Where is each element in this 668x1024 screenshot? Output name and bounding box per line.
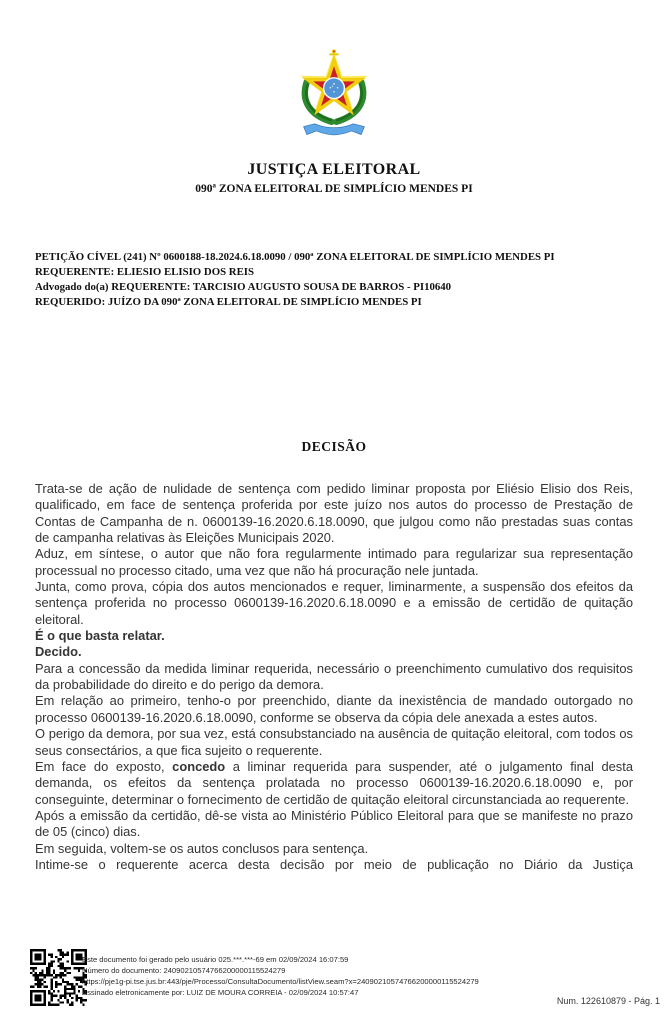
page-number: Num. 122610879 - Pág. 1 <box>556 996 660 1006</box>
footer-info <box>82 954 479 998</box>
decision-paragraph: Em face do exposto, concedo a liminar requerida para suspender, até o julgamento final desta demanda, os efeitos da sentença prolatada no processo 0600139-16.2020.6.18.0090 e, por conseguinte, determinar o fornecimento de certidão de quitação eleitoral circunstanciada ao requerente. <box>35 758 633 807</box>
org-title: JUSTIÇA ELEITORAL <box>247 161 421 178</box>
case-info-line: REQUERENTE: ELIESIO ELISIO DOS REIS <box>35 265 255 278</box>
decision-paragraph: Intime-se o requerente acerca desta decisão por meio de publicação no Diário da Justiça <box>35 856 633 872</box>
footer-line: Número do documento: 24090210574766200000115524279 <box>82 966 286 975</box>
footer-line: https://pje1g-pi.tse.jus.br:443/pje/Processo/ConsultaDocumento/listView.seam?x=24090210574766200000115524279 <box>82 977 479 986</box>
decision-body <box>35 481 633 873</box>
decision-paragraph: Para a concessão da medida liminar requerida, necessário o preenchimento cumulativo dos requisitos da probabilidade do direito e do perigo da demora. <box>35 660 633 693</box>
case-info <box>35 250 633 310</box>
decision-paragraph: Decido. <box>35 644 82 660</box>
decision-paragraph: Trata-se de ação de nulidade de sentença com pedido liminar proposta por Eliésio Elisio dos Reis, qualificado, em face de sentença proferida por este juízo nos autos do processo de Prestação de Contas de Campanha de n. 0600139-16.2020.6.18.0090, que julgou como não prestadas suas contas de campanha relativas às Eleições Municipais 2020. <box>35 481 633 546</box>
org-subtitle: 090ª ZONA ELEITORAL DE SIMPLÍCIO MENDES PI <box>195 183 473 195</box>
decision-heading: DECISÃO <box>301 439 367 454</box>
brazil-coat-of-arms-icon <box>294 48 374 138</box>
case-info-line: REQUERIDO: JUÍZO DA 090ª ZONA ELEITORAL DE SIMPLÍCIO MENDES PI <box>35 295 422 308</box>
decision-paragraph: Em seguida, voltem-se os autos conclusos para sentença. <box>35 840 369 856</box>
decision-paragraph: O perigo da demora, por sua vez, está consubstanciado na ausência de quitação eleitoral, com todos os seus consectários, a que fica sujeito o requerente. <box>35 726 633 758</box>
decision-paragraph: É o que basta relatar. <box>35 628 165 644</box>
decision-paragraph: Após a emissão da certidão, dê-se vista ao Ministério Público Eleitoral para que se manifeste no prazo de 05 (cinco) dias. <box>35 807 633 840</box>
qr-code <box>30 949 87 1006</box>
case-info-line: Advogado do(a) REQUERENTE: TARCISIO AUGUSTO SOUSA DE BARROS - PI10640 <box>35 280 452 293</box>
decision-paragraph: Junta, como prova, cópia dos autos mencionados e requer, liminarmente, a suspensão dos efeitos da sentença proferida no processo 0600139-16.2020.6.18.0090 e a emissão de certidão de quitação eleitoral. <box>35 579 633 627</box>
decision-paragraph: Aduz, em síntese, o autor que não fora regularmente intimado para regularizar sua representação processual no processo citado, uma vez que não há procuração nele juntada. <box>35 546 633 578</box>
coat-of-arms-graphic <box>294 48 374 138</box>
footer-line: Assinado eletronicamente por: LUIZ DE MOURA CORREIA - 02/09/2024 10:57:47 <box>82 988 359 997</box>
case-info-line: PETIÇÃO CÍVEL (241) Nº 0600188-18.2024.6.18.0090 / 090ª ZONA ELEITORAL DE SIMPLÍCIO MENDES PI <box>35 251 555 263</box>
footer-line: Este documento foi gerado pelo usuário 025.***.***-69 em 02/09/2024 16:07:59 <box>82 955 349 964</box>
decision-paragraph: Em relação ao primeiro, tenho-o por preenchido, diante da inexistência de mandado outorgado no processo 0600139-16.2020.6.18.0090, conforme se observa da cópia dele anexada a estes autos. <box>35 693 633 725</box>
